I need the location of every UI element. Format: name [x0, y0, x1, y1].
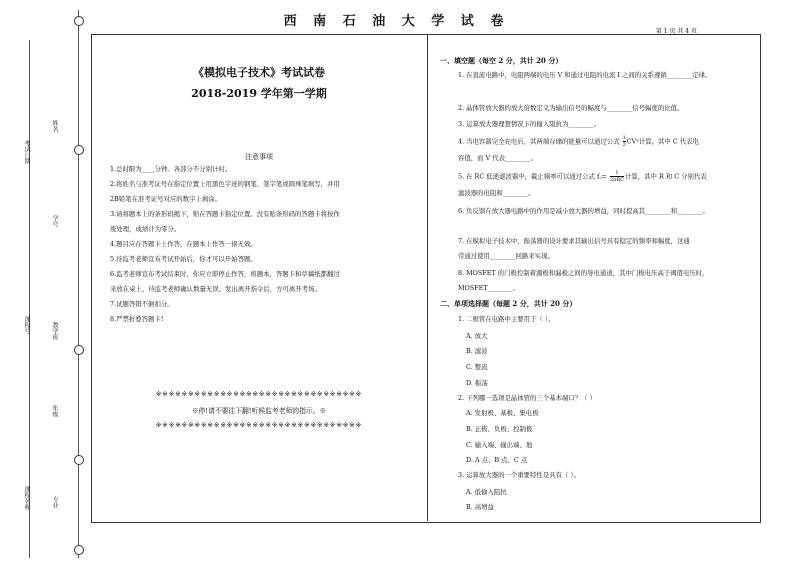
binding-label-grade: 年级: [51, 405, 58, 417]
choice-option: B. 滤波: [466, 347, 488, 355]
fill-question-8-cont: MOSFET________。: [458, 284, 520, 292]
notice-item: 3.请将题本上的条形码揭下，贴在答题卡指定位置。没有贴条形码的答题卡将按作: [110, 210, 340, 218]
star-divider-bottom: ※※※※※※※※※※※※※※※※※※※※※※※※※※※※※※※※: [155, 421, 363, 429]
binding-label-course-id: 课程号: [23, 316, 30, 334]
notice-item: 7.试题答错不倒扣分。: [110, 300, 174, 308]
notice-item: 废处理，成绩计为零分。: [110, 225, 181, 233]
page-indicator: 第 1 页 共 4 页: [655, 28, 697, 35]
choice-option: D. 振荡: [466, 379, 488, 387]
fraction: [623, 135, 626, 148]
choice-option: C. 输入端、输出端、地: [466, 441, 533, 449]
section-fill-blank-title: 一、填空题（每空 2 分，共计 20 分）: [440, 56, 563, 65]
binding-hole: [74, 145, 84, 155]
choice-question-1: 1. 二极管在电路中主要用于（ ）。: [458, 315, 555, 323]
exam-title: 《模拟电子技术》考试试卷: [193, 66, 325, 79]
fill-question-6: 6. 负反馈在放大器电路中的作用是减小放大器的增益，同时提高其________和________。: [458, 207, 709, 215]
notice-list: [110, 162, 410, 327]
notice-title: 注意事项: [245, 153, 273, 161]
binding-label-class: 教学班: [51, 322, 58, 340]
notice-item: 1.总时限为____分钟。各部分不分别计时。: [110, 165, 232, 173]
section-choice-title: 二、单项选择题（每题 2 分，共计 20 分）: [440, 299, 577, 308]
fill-question-4-cont: 容值，而 V 代表________。: [458, 154, 537, 162]
binding-hole: [74, 16, 84, 26]
notice-item: 2B铅笔在准考证号对应的数字上填涂。: [110, 195, 222, 203]
fill-question-4-text-a: 4. 当电容器完全充电后，其两端存储的能量可以通过公式: [458, 137, 620, 146]
fraction-denominator: 2πRC: [609, 177, 624, 183]
choice-option: A. 放大: [466, 332, 488, 340]
fraction: [610, 170, 624, 183]
exam-title-block: [91, 64, 427, 102]
choice-option: B. 正极、负极、控制极: [466, 425, 533, 433]
binding-line-outer: [29, 40, 30, 558]
binding-label-major: 专业: [51, 496, 58, 508]
binding-hole: [74, 345, 84, 355]
choice-option: D. A 点、B 点、C 点: [466, 456, 528, 464]
choice-question-2: 2. 下列哪一选项是晶体管的三个基本端口？（ ）: [458, 394, 596, 402]
stop-warning: ※停!请不要往下翻!听候监考老师的指示。※: [191, 407, 327, 415]
university-header: 西 南 石 油 大 学 试 卷: [283, 14, 510, 29]
star-divider-top: ※※※※※※※※※※※※※※※※※※※※※※※※※※※※※※※※: [155, 390, 363, 398]
fraction-numerator: 1: [622, 135, 626, 141]
notice-item: 5.待监考老师宣布考试开始后，你才可以开始答题。: [110, 255, 257, 263]
fill-question-3: 3. 运算放大器理想情况下的输入阻抗为________。: [458, 120, 601, 128]
fraction-denominator: 2: [622, 142, 626, 148]
fill-question-4: [458, 135, 699, 148]
notice-item: 2.将姓名与准考证号在指定位置上用黑色字迹的钢笔、签字笔或圆珠笔填写，并用: [110, 180, 340, 188]
binding-label-course-name: 课程名称: [23, 486, 30, 510]
notice-item: 来放在桌上，待监考老师确认数量无误、发出离开指令后，方可离开考场。: [110, 285, 321, 293]
fill-question-2: 2. 晶体管放大器的放大倍数定义为输出信号的幅度与________信号幅度的比值。: [458, 104, 684, 112]
fraction-numerator: 1: [610, 170, 624, 177]
binding-hole: [74, 545, 84, 555]
notice-item: 4.题目应在答题卡上作答，在题本上作答一律无效。: [110, 240, 257, 248]
choice-option: A. 低输入阻抗: [466, 488, 507, 496]
fill-question-5: [458, 170, 707, 183]
binding-label-exam-date: 考试日期: [23, 140, 30, 164]
fill-question-7-cont: 常通过使用________回路来实现。: [458, 252, 554, 260]
exam-term: 2018-2019 学年第一学期: [191, 87, 327, 100]
fill-question-1: 1. 在直流电路中，电阻两端的电压 V 和通过电阻的电流 I 之间的关系遵循________定律。: [458, 71, 712, 79]
fill-question-5-text-b: 计算，其中 R 和 C 分别代表: [625, 172, 707, 181]
binding-line-inner: [78, 10, 79, 558]
binding-hole: [74, 455, 84, 465]
fill-question-5-text-a: 5. 在 RC 低通滤波器中，截止频率可以通过公式 f꜀=: [458, 172, 607, 181]
fill-question-7: 7. 在模拟电子技术中，振荡器的设计要求其输出信号具有稳定的频率和幅度，这通: [458, 237, 690, 245]
fill-question-4-text-b: CV²计算，其中 C 代表电: [626, 137, 699, 146]
choice-option: A. 发射极、基极、集电极: [466, 409, 539, 417]
column-divider: [427, 34, 428, 521]
fill-question-8: 8. MOSFET 的门极控制着源极和漏极之间的导电通道，其中门极电压高于阈值电压时，: [458, 269, 709, 277]
notice-item: 8.严禁折叠答题卡!: [110, 315, 164, 323]
choice-option: B. 高增益: [466, 503, 494, 511]
choice-option: C. 整流: [466, 363, 488, 371]
choice-question-3: 3. 运算放大器的一个重要特性是具有（ ）。: [458, 471, 580, 479]
binding-label-name: 姓名: [51, 120, 58, 132]
notice-item: 6.监考老师宣布考试结束时，你应立即停止作答，将题本、答题卡和草稿纸都翻过: [110, 270, 340, 278]
binding-label-student-id: 学号: [51, 215, 58, 227]
fill-question-5-cont: 滤波器的电阻和________。: [458, 189, 535, 197]
